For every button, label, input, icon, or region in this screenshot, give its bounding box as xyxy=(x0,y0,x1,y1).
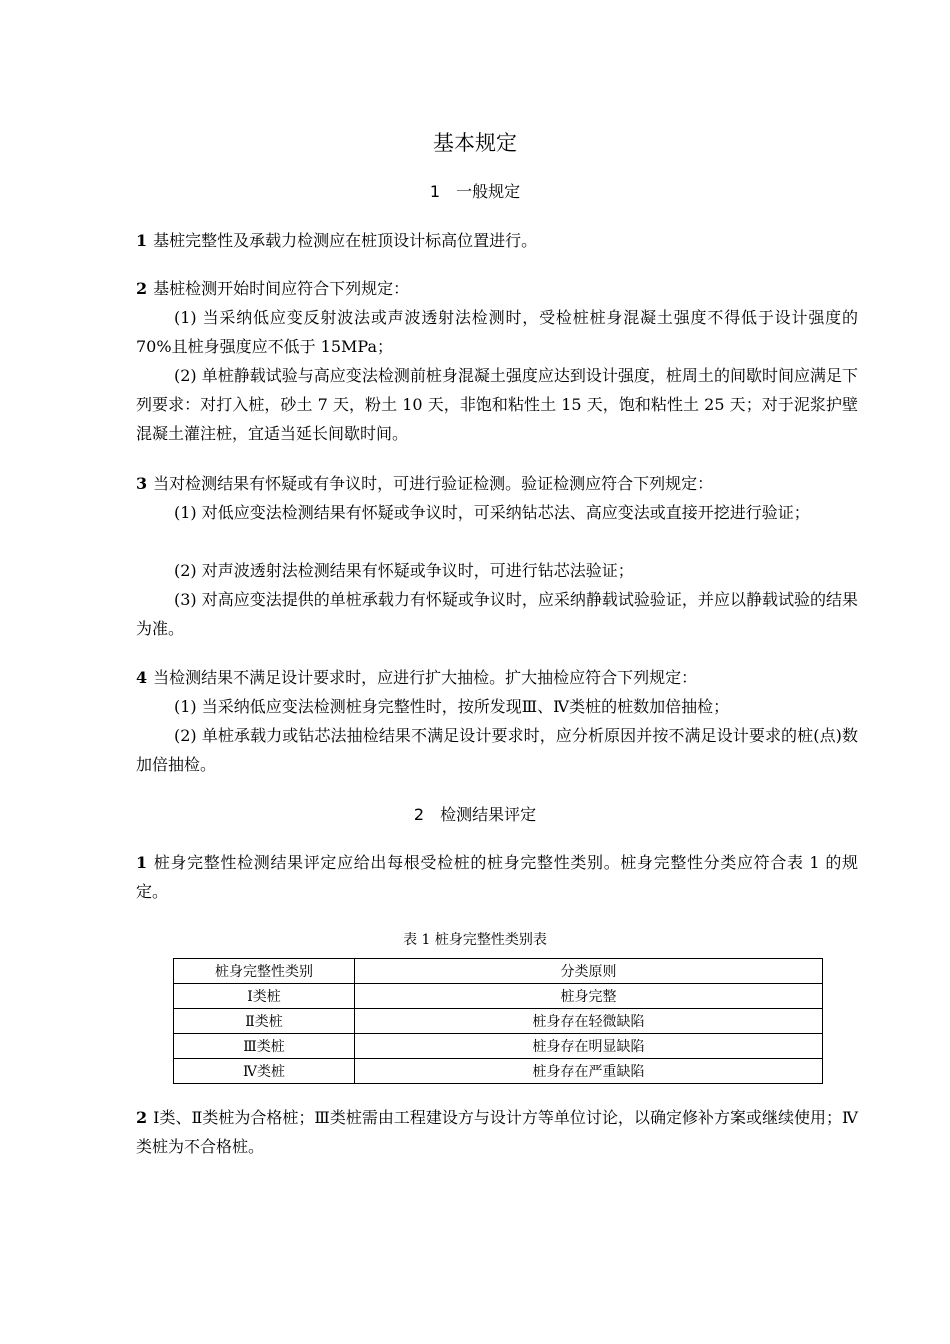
integrity-class-table xyxy=(173,958,823,1084)
clause-number: 3 xyxy=(136,474,148,493)
clause-text: 基桩检测开始时间应符合下列规定： xyxy=(153,279,410,298)
table-caption: 表 1 桩身完整性类别表 xyxy=(403,932,547,948)
clause xyxy=(136,226,858,255)
table-cell: 桩身存在严重缺陷 xyxy=(355,1059,823,1084)
table-header-row xyxy=(174,959,823,984)
clause-text: 当对检测结果有怀疑或有争议时，可进行验证检测。验证检测应符合下列规定： xyxy=(153,474,714,493)
clause-text: 桩身完整性检测结果评定应给出每根受检桩的桩身完整性类别。桩身完整性分类应符合表 1 的规定。 xyxy=(136,853,858,901)
clause-number: 4 xyxy=(136,668,148,687)
clause-number: 1 xyxy=(136,853,148,872)
table-header-cell: 桩身完整性类别 xyxy=(174,959,355,984)
clause xyxy=(136,1103,858,1161)
table-cell: Ⅲ类桩 xyxy=(174,1034,355,1059)
sub-clause: (2) 单桩静载试验与高应变法检测前桩身混凝土强度应达到设计强度，桩周土的间歇时间应满足下列要求：对打入桩，砂土 7 天，粉土 10 天，非饱和粘性土 15 天，饱和粘性土 25 天；对于泥浆护壁混凝土灌注桩，宜适当延长间歇时间。 xyxy=(136,366,858,443)
clause xyxy=(136,274,858,303)
section-number: 1 xyxy=(429,182,441,201)
page-title: 基本规定 xyxy=(433,131,517,155)
clause xyxy=(136,663,858,692)
table-row xyxy=(174,1059,823,1084)
sub-clause: (2) 单桩承载力或钻芯法抽检结果不满足设计要求时，应分析原因并按不满足设计要求的桩(点)数加倍抽检。 xyxy=(136,726,858,774)
table-cell: 桩身存在轻微缺陷 xyxy=(355,1009,823,1034)
table-row xyxy=(174,1034,823,1059)
section-heading xyxy=(0,180,950,204)
clause-text: 当检测结果不满足设计要求时，应进行扩大抽检。扩大抽检应符合下列规定： xyxy=(153,668,698,687)
clause xyxy=(136,469,858,498)
table-row xyxy=(174,1009,823,1034)
clause-number: 1 xyxy=(136,231,148,250)
table-cell: Ⅱ类桩 xyxy=(174,1009,355,1034)
clause-text: 基桩完整性及承载力检测应在桩顶设计标高位置进行。 xyxy=(153,231,538,250)
table-cell: Ⅳ类桩 xyxy=(174,1059,355,1084)
section-title: 检测结果评定 xyxy=(440,805,537,824)
sub-clause: (1) 当采纳低应变法检测桩身完整性时，按所发现Ⅲ、Ⅳ类桩的桩数加倍抽检； xyxy=(174,697,730,716)
sub-clause: (1) 对低应变法检测结果有怀疑或争议时，可采纳钻芯法、高应变法或直接开挖进行验证； xyxy=(174,503,810,522)
sub-clause: (2) 对声波透射法检测结果有怀疑或争议时，可进行钻芯法验证； xyxy=(174,561,634,580)
sub-clause: (3) 对高应变法提供的单桩承载力有怀疑或争议时，应采纳静载试验验证，并应以静载试验的结果为准。 xyxy=(136,590,858,638)
table-cell: 桩身存在明显缺陷 xyxy=(355,1034,823,1059)
section-title: 一般规定 xyxy=(456,182,521,201)
clause-number: 2 xyxy=(136,279,148,298)
clause-text: Ⅰ类、Ⅱ类桩为合格桩；Ⅲ类桩需由工程建设方与设计方等单位讨论，以确定修补方案或继续使用；Ⅳ类桩为不合格桩。 xyxy=(136,1108,858,1156)
table-header-cell: 分类原则 xyxy=(355,959,823,984)
clause-number: 2 xyxy=(136,1108,148,1127)
table-row xyxy=(174,984,823,1009)
table-cell: Ⅰ类桩 xyxy=(174,984,355,1009)
section-heading xyxy=(0,803,950,827)
table-cell: 桩身完整 xyxy=(355,984,823,1009)
sub-clause: (1) 当采纳低应变反射波法或声波透射法检测时，受检桩桩身混凝土强度不得低于设计强度的 70%且桩身强度应不低于 15MPa； xyxy=(136,308,858,356)
clause xyxy=(136,848,858,906)
section-number: 2 xyxy=(413,805,425,824)
